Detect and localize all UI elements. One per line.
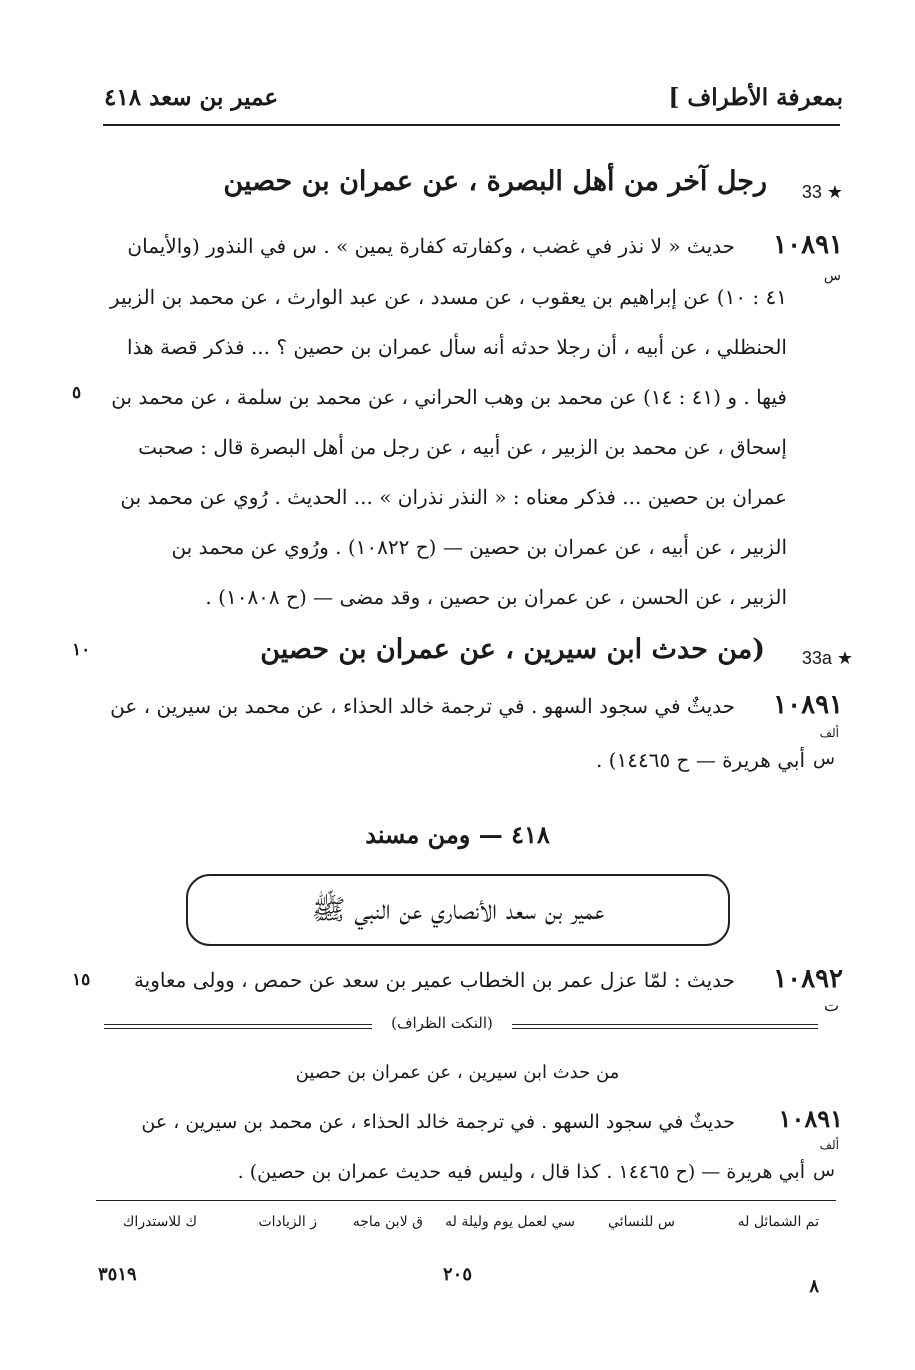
text-line: حديث « لا نذر في غضب ، وكفارته كفارة يمين » . س في النذور (والأيمان [127, 234, 735, 258]
legend-item: ز الزيادات [258, 1214, 317, 1230]
legend-item: ك للاستدراك [122, 1214, 197, 1230]
sigla: س [813, 1160, 835, 1181]
legend-item: س للنسائي [608, 1214, 675, 1230]
text-line: حديثٌ في سجود السهو . في ترجمة خالد الحذاء ، عن محمد بن سيرين ، عن [110, 694, 735, 718]
text-line: حديثٌ في سجود السهو . في ترجمة خالد الحذاء ، عن محمد بن سيرين ، عن [141, 1111, 735, 1133]
header-rule [103, 124, 840, 126]
entry-title-33a: (من حدث ابن سيرين ، عن عمران بن حصين [260, 634, 765, 665]
margin-line-number: ٥ [72, 383, 82, 403]
text-line: فيها . و (٤١ : ١٤) عن محمد بن وهب الحراني ، عن محمد بن سلمة ، عن محمد بن [111, 385, 787, 409]
page-number: ٢٠٥ [442, 1264, 472, 1285]
sigla: س [823, 268, 841, 284]
footer-rule [96, 1200, 836, 1201]
nukat-label: (النكت الظراف) [391, 1014, 493, 1032]
sigla-sup: ألف [819, 726, 839, 740]
sigla: س [813, 748, 835, 769]
signature-number: ٨ [809, 1276, 819, 1297]
text-line: الحنظلي ، عن أبيه ، أن رجلا حدثه أنه سأل عمران بن حصين ؟ ... فذكر قصة هذا [127, 335, 787, 359]
margin-line-number: ١٥ [72, 970, 91, 990]
legend-item: ق لابن ماجه [352, 1214, 423, 1230]
double-rule-left [104, 1024, 372, 1029]
entry-marker-33a: 33a ★ [801, 648, 853, 668]
double-rule-right [512, 1024, 818, 1029]
running-header-left: عمير بن سعد ٤١٨ [104, 84, 279, 111]
framed-title: عمير بن سعد الأنصاري عن النبي ﷺ [186, 874, 730, 946]
text-line: أبي هريرة — (ح ١٤٤٦٥ . كذا قال ، وليس فيه حديث عمران بن حصين) . [237, 1161, 805, 1183]
hadith-number-10892: ١٠٨٩٢ [773, 964, 843, 994]
text-line: ٤١ : ١٠) عن إبراهيم بن يعقوب ، عن مسدد ، عن عبد الوارث ، عن محمد بن الزبير [109, 285, 787, 309]
text-line: الزبير ، عن أبيه ، عن عمران بن حصين — (ح ١٠٨٢٢) . ورُوي عن محمد بن [171, 535, 787, 559]
nukat-title: من حدث ابن سيرين ، عن عمران بن حصين [295, 1062, 620, 1083]
sigla: ت [823, 996, 839, 1015]
margin-line-number: ١٠ [72, 640, 91, 660]
sigla-sup: ألف [819, 1138, 839, 1152]
musnad-heading: ٤١٨ — ومن مسند [365, 820, 550, 849]
hadith-number-10891: ١٠٨٩١ [773, 690, 843, 720]
hadith-number-10891: ١٠٨٩١ [773, 230, 843, 260]
hadith-number-10891: ١٠٨٩١ [778, 1104, 843, 1133]
text-line: أبي هريرة — ح ١٤٤٦٥) . [595, 748, 805, 772]
text-line: حديث : لمّا عزل عمر بن الخطاب عمير بن سعد عن حمص ، وولى معاوية [133, 968, 735, 992]
text-line: عمران بن حصين ... فذكر معناه : « النذر نذران » ... الحديث . رُوي عن محمد بن [120, 485, 787, 509]
entry-title-33: رجل آخر من أهل البصرة ، عن عمران بن حصين [223, 166, 767, 197]
running-header-right: بمعرفة الأطراف ] [668, 84, 843, 111]
text-line: إسحاق ، عن محمد بن الزبير ، عن أبيه ، عن رجل من أهل البصرة قال : صحبت [138, 435, 787, 459]
entry-marker-33: 33 ★ [801, 182, 843, 202]
volume-page-number: ٣٥١٩ [98, 1264, 137, 1285]
legend-item: تم الشمائل له [737, 1214, 819, 1230]
legend-item: سي لعمل يوم وليلة له [445, 1214, 575, 1230]
text-line: الزبير ، عن الحسن ، عن عمران بن حصين ، وقد مضى — (ح ١٠٨٠٨) . [205, 585, 787, 609]
